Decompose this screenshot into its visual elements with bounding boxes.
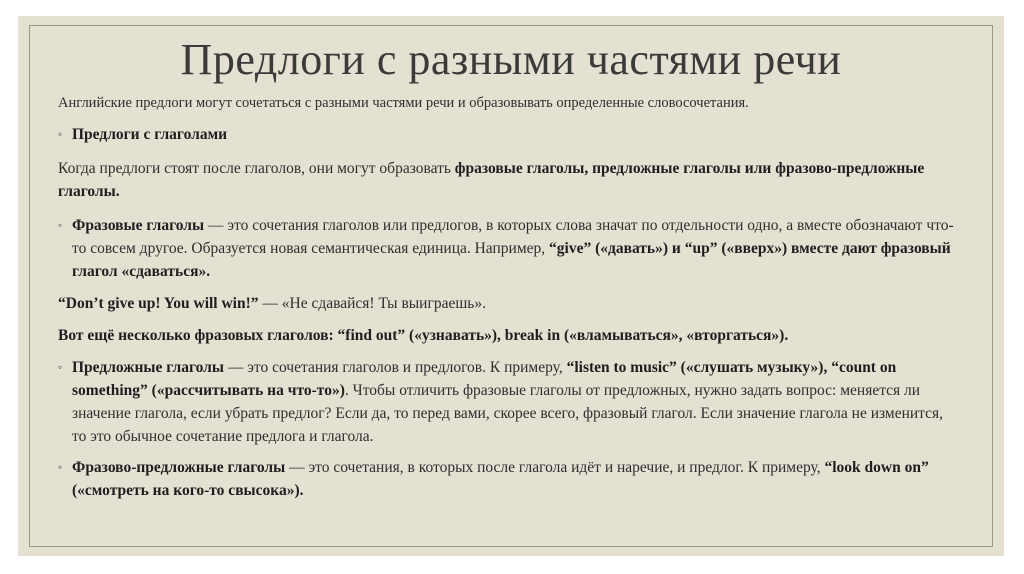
- bullet-circle-icon: ◦: [58, 218, 63, 232]
- phrasal-text: — это сочетания глаголов или предлогов, в которых слова значат по отдельности одно, а вместе обозначают что-то совсем другое. Образуется новая семантическая единица. Например,: [72, 217, 954, 257]
- phrasal-prep-example: “look down on” («смотреть на кого-то свысока»).: [72, 459, 929, 499]
- phrasal-term: Фразовые глаголы: [72, 217, 205, 234]
- bullet-verbs-heading: [58, 123, 960, 146]
- bullet-phrasal-verbs: [58, 214, 960, 283]
- paragraph-verbs-bold: фразовые глаголы, предложные глаголы или фразово-предложные глаголы.: [58, 160, 925, 200]
- paragraph-verbs-text: Когда предлоги стоят после глаголов, они могут образовать: [58, 160, 455, 177]
- bullet-circle-icon: ◦: [58, 460, 63, 474]
- bullet-phrasal-prepositional-verbs: [58, 456, 960, 502]
- phrasal-example: “give” («давать») и “up” («вверх») вместе дают фразовый глагол «сдаваться».: [72, 240, 951, 280]
- example-english: “Don’t give up! You will win!”: [58, 295, 259, 312]
- phrasal-prep-term: Фразово-предложные глаголы: [72, 459, 286, 476]
- slide-title: Предлоги с разными частями речи: [180, 35, 842, 84]
- heading-verbs: Предлоги с глаголами: [72, 126, 228, 143]
- more-phrasal-verbs: [58, 324, 960, 347]
- prepositional-explanation: . Чтобы отличить фразовые глаголы от предложных, нужно задать вопрос: меняется ли значение глагола, если убрать предлог? Если да, то перед вами, скорее всего, фразовый глагол. Если значение глагола не изменится, то это обычное сочетание предлога и глагола.: [72, 382, 944, 445]
- example-translation: — «Не сдавайся! Ты выиграешь».: [258, 295, 486, 312]
- phrasal-prep-text: — это сочетания, в которых после глагола идёт и наречие, и предлог. К примеру,: [285, 459, 825, 476]
- paragraph-verbs: [58, 157, 960, 203]
- slide-body: [58, 93, 960, 502]
- bullet-circle-icon: ◦: [58, 127, 63, 141]
- slide-panel: [18, 16, 1004, 556]
- prepositional-examples: “listen to music” («слушать музыку»), “count on something” («рассчитывать на что-то»): [72, 359, 897, 399]
- example-sentence: [58, 292, 960, 315]
- intro-paragraph: Английские предлоги могут сочетаться с разными частями речи и образовывать определенные словосочетания.: [58, 95, 749, 111]
- more-phrasal-verbs-text: Вот ещё несколько фразовых глаголов: “find out” («узнавать»), break in («вламываться», «вторгаться»).: [58, 327, 789, 344]
- bullet-prepositional-verbs: [58, 356, 960, 448]
- bullet-circle-icon: ◦: [58, 360, 63, 374]
- prepositional-term: Предложные глаголы: [72, 359, 224, 376]
- prepositional-text: — это сочетания глаголов и предлогов. К примеру,: [223, 359, 567, 376]
